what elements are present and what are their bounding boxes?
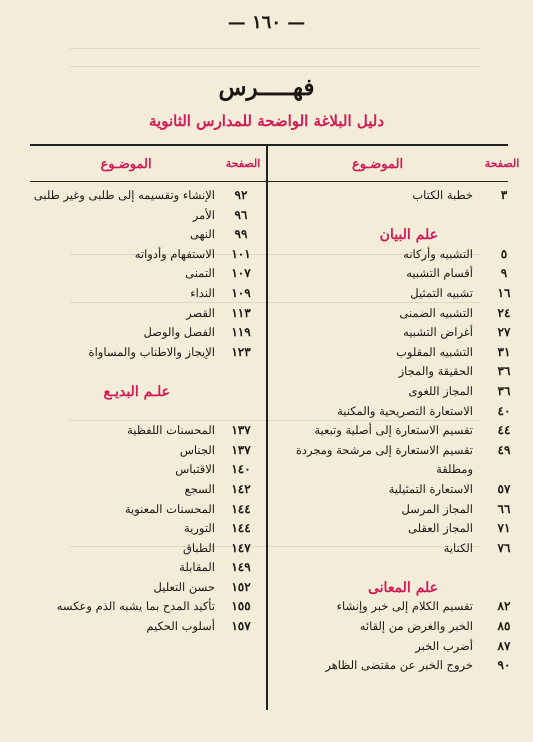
index-entry	[0, 541, 265, 561]
index-entry	[267, 658, 533, 678]
section-heading-row	[0, 384, 265, 404]
entry-page-number: ٢٤	[497, 305, 511, 320]
index-entry	[0, 286, 265, 306]
section-heading-row	[267, 227, 533, 247]
entry-page-number: ١٥٥	[231, 599, 251, 614]
entry-topic: المحسنات اللفظية	[127, 423, 215, 438]
entry-topic: الكناية	[443, 540, 473, 555]
index-entry	[267, 502, 533, 522]
entry-topic: النهى	[189, 227, 215, 242]
index-entry	[267, 619, 533, 639]
index-entry	[267, 247, 533, 267]
entry-page-number: ٩٦	[234, 207, 248, 222]
entry-topic: التشبيه المقلوب	[396, 344, 473, 359]
entry-topic: تقسيم الاستعارة إلى مرشحة ومجردة	[295, 442, 473, 457]
entry-page-number: ٩٩	[234, 227, 248, 242]
bleed-through-line	[70, 66, 480, 67]
entry-page-number: ١٣٧	[231, 442, 251, 457]
entry-page-number: ٤٩	[497, 442, 511, 457]
entry-page-number: ٦٦	[497, 501, 511, 516]
entry-page-number: ٥٧	[497, 481, 511, 496]
entry-topic: أقسام التشبيه	[406, 266, 473, 281]
entry-topic: خروج الخبر عن مقتضى الظاهر	[325, 658, 473, 673]
entry-topic: الخبر والغرض من إلقائه	[359, 619, 473, 634]
entry-page-number: ٨٢	[497, 599, 511, 614]
table-top-rule	[30, 144, 508, 146]
entry-topic: التورية	[183, 521, 215, 536]
index-entry	[267, 423, 533, 443]
entry-page-number: ١٠٩	[231, 285, 251, 300]
page-subtitle: دليل البلاغة الواضحة للمدارس الثانوية	[148, 112, 385, 130]
index-entry	[267, 599, 533, 619]
entry-page-number: ١٤٤	[231, 501, 251, 516]
index-entry	[0, 325, 265, 345]
entry-topic: الإيجاز والاطناب والمساواة	[88, 344, 215, 359]
index-entry	[267, 266, 533, 286]
entry-topic: السجع	[184, 481, 215, 496]
index-entry	[0, 443, 265, 463]
index-entry	[267, 404, 533, 424]
index-entry	[267, 639, 533, 659]
entry-topic: المجاز المرسل	[401, 501, 473, 516]
section-heading: علم المعانى	[367, 579, 438, 596]
index-entry	[267, 462, 533, 482]
entry-topic: حسن التعليل	[153, 579, 215, 594]
entry-topic: أغراض التشبيه	[403, 325, 473, 340]
entry-page-number: ٣٦	[497, 364, 511, 379]
left-header-topic: الموضـوع	[100, 157, 152, 172]
index-entry	[0, 521, 265, 541]
entry-page-number: ١١٩	[231, 325, 251, 340]
section-heading: علم البيان	[379, 227, 438, 244]
entry-topic: الجناس	[179, 442, 215, 457]
entry-page-number: ١١٣	[231, 305, 251, 320]
index-entry	[0, 423, 265, 443]
entry-topic: تشبيه التمثيل	[410, 285, 473, 300]
section-heading: علـم البديـع	[103, 383, 170, 400]
entry-topic: القصر	[186, 305, 215, 320]
entry-page-number: ٣٦	[497, 383, 511, 398]
entry-topic: المقابلة	[179, 560, 215, 575]
entry-page-number: ١٣٧	[231, 423, 251, 438]
index-entry	[267, 560, 533, 580]
index-entry	[0, 462, 265, 482]
entry-page-number: ١٠١	[231, 246, 251, 261]
entry-topic: التشبيه الضمنى	[399, 305, 473, 320]
index-entry	[267, 521, 533, 541]
entry-topic: الحقيقة والمجاز	[398, 364, 473, 379]
index-entry	[0, 404, 265, 424]
entry-page-number: ٩٠	[497, 658, 511, 673]
entry-page-number: ٨٥	[497, 619, 511, 634]
entry-topic: أسلوب الحكيم	[146, 619, 215, 634]
entry-topic: تقسيم الاستعارة إلى أصلية وتبعية	[314, 423, 473, 438]
entry-topic: ومطلقة	[436, 462, 473, 477]
index-entry	[267, 443, 533, 463]
index-entry	[0, 266, 265, 286]
index-entry	[0, 364, 265, 384]
entry-page-number: ١٤٧	[231, 540, 251, 555]
index-entry	[267, 188, 533, 208]
index-entry	[267, 482, 533, 502]
entry-topic: المحسنات المعنوية	[124, 501, 215, 516]
entry-topic: الفصل والوصل	[143, 325, 215, 340]
entry-page-number: ٢٧	[497, 325, 511, 340]
entry-topic: الإنشاء وتقسيمه إلى طلبى وغير طلبى	[33, 188, 215, 202]
table-header-rule	[30, 181, 508, 182]
entry-topic: المجاز العقلى	[408, 521, 473, 536]
right-column	[267, 188, 533, 678]
entry-topic: الاقتباس	[175, 462, 215, 477]
entry-topic: الأمر	[192, 207, 215, 222]
index-entry	[267, 306, 533, 326]
page-number: — ١٦٠ —	[227, 12, 306, 33]
index-entry	[267, 384, 533, 404]
index-entry	[267, 345, 533, 365]
entry-topic: أضرب الخبر	[415, 638, 473, 653]
entry-page-number: ٨٧	[497, 638, 511, 653]
entry-topic: الاستعارة التمثيلية	[388, 481, 473, 496]
entry-page-number: ٥	[500, 246, 508, 261]
entry-page-number: ١٤٢	[231, 481, 251, 496]
entry-page-number: ٣	[500, 188, 508, 202]
section-heading-row	[267, 580, 533, 600]
index-entry	[0, 208, 265, 228]
entry-page-number: ١٦	[497, 285, 511, 300]
right-header-page: الصفحة	[484, 157, 520, 170]
index-entry	[0, 227, 265, 247]
entry-topic: تقسيم الكلام إلى خبر وإنشاء	[336, 599, 473, 614]
page-title: فهـــــرس	[218, 74, 315, 101]
bleed-through-line	[70, 48, 480, 49]
entry-topic: الطباق	[182, 540, 215, 555]
entry-topic: النداء	[190, 285, 215, 300]
entry-topic: المجاز اللغوى	[408, 383, 473, 398]
entry-topic: تأكيد المدح بما يشبه الذم وعكسه	[56, 599, 215, 614]
entry-page-number: ١٠٧	[231, 266, 251, 281]
entry-page-number: ٤٤	[497, 423, 511, 438]
index-entry	[267, 208, 533, 228]
entry-page-number: ٤٠	[497, 403, 511, 418]
entry-page-number: ١٥٧	[231, 619, 251, 634]
entry-page-number: ١٤٤	[231, 521, 251, 536]
index-entry	[0, 502, 265, 522]
index-entry	[0, 345, 265, 365]
entry-topic: الاستفهام وأدواته	[134, 246, 215, 261]
entry-page-number: ١٥٢	[231, 579, 251, 594]
entry-page-number: ١٤٠	[231, 462, 251, 477]
left-column	[0, 188, 265, 639]
entry-page-number: ٣١	[497, 344, 511, 359]
entry-page-number: ٧١	[497, 521, 511, 536]
entry-topic: خطبة الكتاب	[412, 188, 473, 202]
entry-topic: التمنى	[185, 266, 215, 281]
index-entry	[0, 306, 265, 326]
index-entry	[267, 286, 533, 306]
index-entry	[0, 560, 265, 580]
entry-page-number: ٧٦	[497, 540, 511, 555]
index-entry	[267, 325, 533, 345]
index-entry	[0, 247, 265, 267]
left-header-page: الصفحة	[225, 157, 261, 170]
index-entry	[0, 619, 265, 639]
index-entry	[0, 580, 265, 600]
entry-page-number: ١٤٩	[231, 560, 251, 575]
right-header-topic: الموضـوع	[351, 157, 404, 172]
entry-topic: التشبيه وأركانه	[403, 246, 473, 261]
index-entry	[0, 482, 265, 502]
index-entry	[267, 364, 533, 384]
entry-topic: الاستعارة التصريحية والمكنية	[337, 403, 473, 418]
index-entry	[0, 599, 265, 619]
entry-page-number: ١٢٣	[231, 344, 251, 359]
index-entry	[0, 188, 265, 208]
entry-page-number: ٩٢	[234, 188, 248, 202]
index-entry	[267, 541, 533, 561]
entry-page-number: ٩	[500, 266, 508, 281]
